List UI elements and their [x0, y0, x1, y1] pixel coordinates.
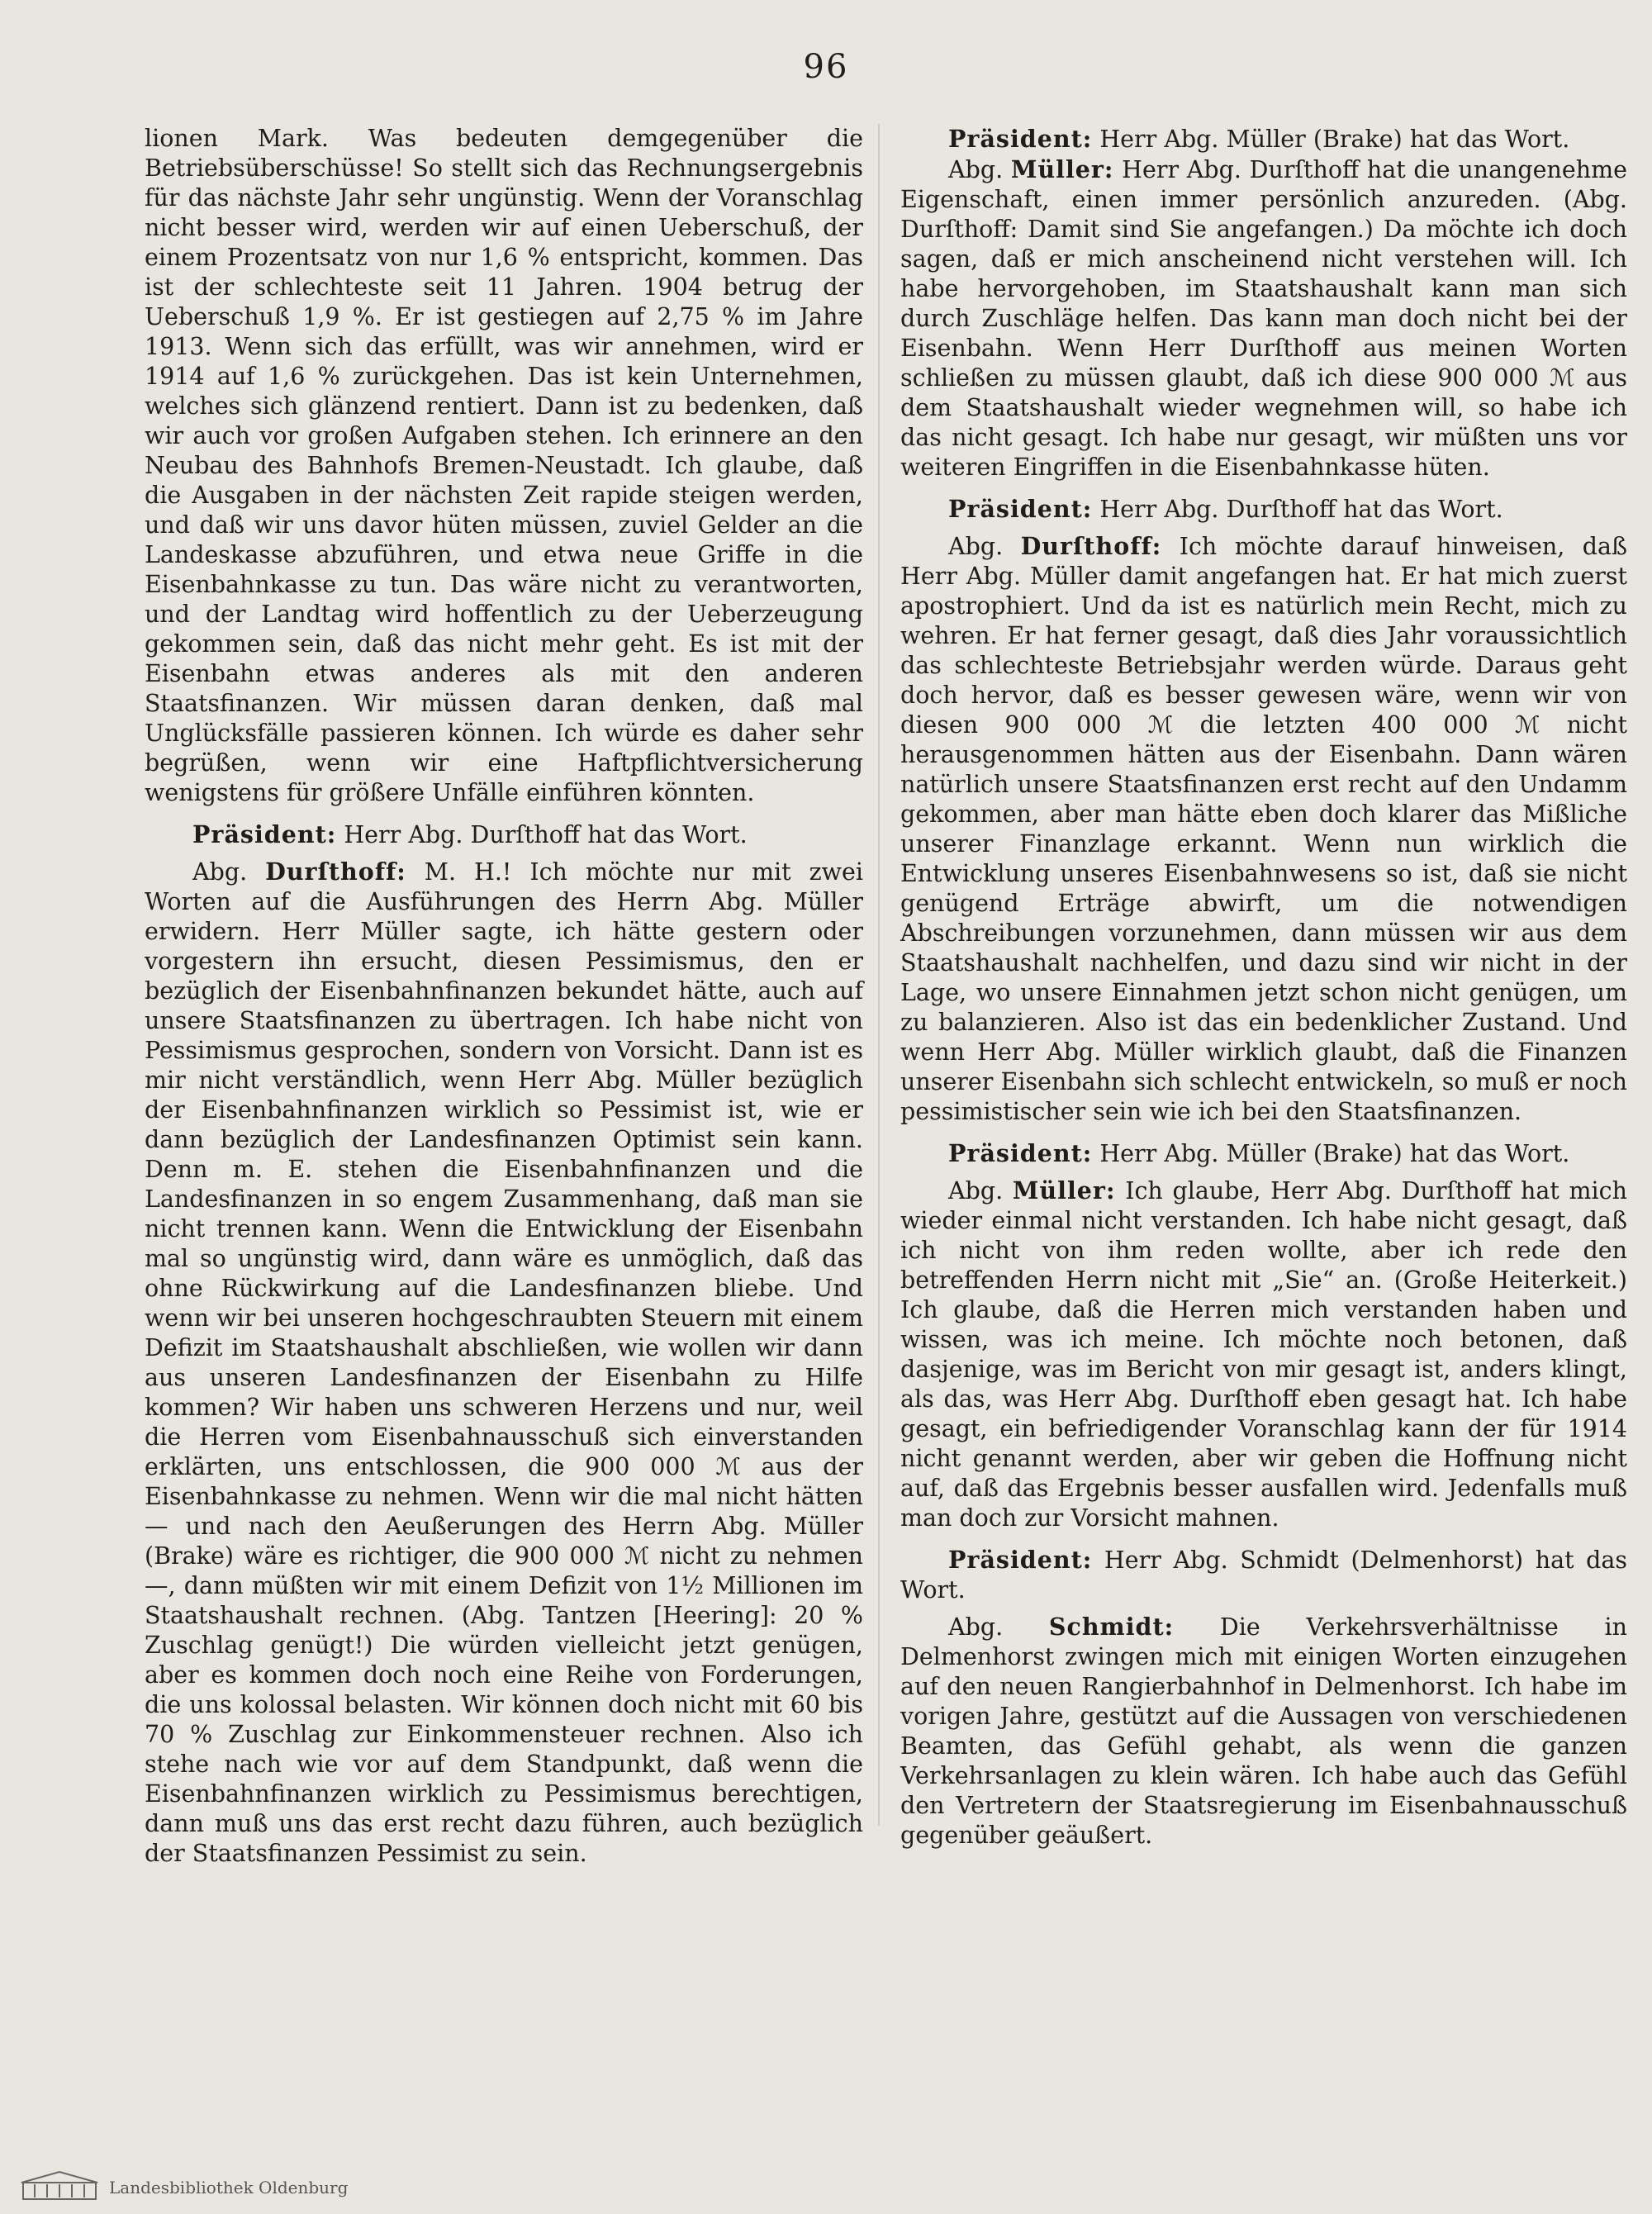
speaker-label: Präsident: — [948, 1139, 1093, 1167]
speech-paragraph — [145, 857, 863, 1869]
president-line — [900, 1545, 1627, 1605]
speech-paragraph — [900, 1176, 1627, 1533]
paragraph: lionen Mark. Was bedeuten demgegenüber die Betriebsüberschüsse! So stellt sich das Rechnungsergebnis für das nächste Jahr sehr ungünstig. Wenn der Voranschlag nicht besser wird, werden wir auf einen Ueberschuß, der einem Prozentsatz von nur 1,6 % entspricht, kommen. Das ist der schlechteste seit 11 Jahren. 1904 betrug der Ueberschuß 1,9 %. Er ist gestiegen auf 2,75 % im Jahre 1913. Wenn sich das erfüllt, was wir annehmen, wird er 1914 auf 1,6 % zurückgehen. Das ist kein Unternehmen, welches sich glänzend rentiert. Dann ist zu bedenken, daß wir auch vor großen Aufgaben stehen. Ich erinnere an den Neubau des Bahnhofs Bremen-Neustadt. Ich glaube, daß die Ausgaben in der nächsten Zeit rapide steigen werden, und daß wir uns davor hüten müssen, zuviel Gelder an die Landeskasse abzuführen, und etwa neue Griffe in die Eisenbahnkasse zu tun. Das wäre nicht zu verantworten, und der Landtag wird hoffentlich zu der Ueberzeugung gekommen sein, daß das nicht mehr geht. Es ist mit der Eisenbahn etwas anderes als mit den anderen Staatsfinanzen. Wir müssen daran denken, daß mal Unglücksfälle passieren können. Ich würde es daher sehr begrüßen, wenn wir eine Haftpflichtversicherung wenigstens für größere Unfälle einführen könnten. — [145, 125, 863, 806]
speaker-label: Präsident: — [192, 820, 337, 848]
speaker-label: Müller: — [1012, 1176, 1116, 1204]
speaker-prefix: Abg. — [192, 858, 248, 886]
speaker-prefix: Abg. — [948, 156, 1004, 183]
paragraph-text: Herr Abg. Durſthoff hat das Wort. — [1099, 496, 1503, 523]
speaker-prefix: Abg. — [948, 1613, 1004, 1641]
paragraph-text: Herr Abg. Müller (Brake) hat das Wort. — [1099, 1140, 1570, 1167]
paragraph-text: Herr Abg. Müller (Brake) hat das Wort. — [1099, 126, 1570, 153]
paragraph-text: Ich glaube, Herr Abg. Durſthoff hat mich wieder einmal nicht verstanden. Ich habe nicht gesagt, daß ich nicht von ihm reden wollte, aber ich rede den betreffenden Herrn nicht mit „Sie“ an. (Große Heiterkeit.) Ich glaube, daß die Herren mich verstanden haben und wissen, was ich meine. Ich möchte noch betonen, daß dasjenige, was im Bericht von mir gesagt ist, anders klingt, als das, was Herr Abg. Durſthoff eben gesagt hat. Ich habe gesagt, ein befriedigender Voranschlag kann der für 1914 nicht genannt werden, aber wir geben die Hoffnung nicht auf, daß das Ergebnis besser ausfallen wird. Jedenfalls muß man doch zur Vorsicht mahnen. — [900, 1177, 1627, 1532]
speaker-label: Präsident: — [948, 125, 1093, 153]
speech-paragraph — [900, 1612, 1627, 1851]
footer — [0, 2164, 1652, 2214]
column-divider — [878, 124, 880, 1826]
paragraph-text: Die Verkehrsverhältnisse in Delmenhorst zwingen mich mit einigen Worten einzugehen auf den neuen Rangierbahnhof in Delmenhorst. Ich habe im vorigen Jahre, gestützt auf die Aussagen von verschiedenen Beamten, das Gefühl gehabt, als wenn die ganzen Verkehrsanlagen zu klein wären. Ich habe auch das Gefühl den Vertretern der Staatsregierung im Eisenbahnausschuß gegenüber geäußert. — [900, 1613, 1627, 1849]
speaker-prefix: Abg. — [948, 533, 1004, 560]
speaker-label: Präsident: — [948, 495, 1093, 523]
speaker-prefix: Abg. — [948, 1177, 1004, 1204]
library-building-icon — [18, 2169, 101, 2202]
paragraph-text: Herr Abg. Durſthoff hat die unangenehme Eigenschaft, einen immer persönlich anzureden. (Abg. Durſthoff: Damit sind Sie angefangen.) Da möchte ich doch sagen, daß er mich anscheinend nicht verstehen will. Ich habe hervorgehoben, im Staatshaushalt kann man sich durch Zuschläge helfen. Das kann man doch nicht bei der Eisenbahn. Wenn Herr Durſthoff aus meinen Worten schließen zu müssen glaubt, daß ich diese 900 000 ℳ aus dem Staatshaushalt wieder wegnehmen will, so habe ich das nicht gesagt. Ich habe nur gesagt, wir müßten uns vor weiteren Eingriffen in die Eisenbahnkasse hüten. — [900, 156, 1627, 481]
president-line — [145, 820, 863, 850]
page-number: 96 — [803, 48, 849, 86]
speaker-label: Schmidt: — [1048, 1613, 1175, 1641]
paragraph-text: M. H.! Ich möchte nur mit zwei Worten auf die Ausführungen des Herrn Abg. Müller erwidern. Herr Müller sagte, ich hätte gestern oder vorgestern ihn ersucht, diesen Pessimismus, den er bezüglich der Eisenbahnfinanzen bekundet hätte, auch auf unsere Staatsfinanzen zu übertragen. Ich habe nicht von Pessimismus gesprochen, sondern von Vorsicht. Dann ist es mir nicht verständlich, wenn Herr Abg. Müller bezüglich der Eisenbahnfinanzen wirklich so Pessimist ist, wie er dann bezüglich der Landesfinanzen Optimist sein kann. Denn m. E. stehen die Eisenbahnfinanzen und die Landesfinanzen in so engem Zusammenhang, daß man sie nicht trennen kann. Wenn die Entwicklung der Eisenbahn mal so ungünstig wird, dann wäre es unmöglich, daß das ohne Rückwirkung auf die Landesfinanzen bliebe. Und wenn wir bei unseren hochgeschraubten Steuern mit einem Defizit im Staatshaushalt abschließen, wie wollen wir dann aus unseren Landesfinanzen der Eisenbahn zu Hilfe kommen? Wir haben uns schweren Herzens und nur, weil die Herren vom Eisenbahnausschuß sich einverstanden erklärten, uns entschlossen, die 900 000 ℳ aus der Eisenbahnkasse zu nehmen. Wenn wir die mal nicht hätten — und nach den Aeußerungen des Herrn Abg. Müller (Brake) wäre es richtiger, die 900 000 ℳ nicht zu nehmen —, dann müßten wir mit einem Defizit von 1½ Millionen im Staatshaushalt rechnen. (Abg. Tantzen [Heering]: 20 % Zuschlag genügt!) Die würden vielleicht jetzt genügen, aber es kommen doch noch eine Reihe von Forderungen, die uns kolossal belasten. Wir können doch nicht mit 60 bis 70 % Zuschlag zur Einkommensteuer rechnen. Also ich stehe nach wie vor auf dem Standpunkt, daß wenn die Eisenbahnfinanzen wirklich zu Pessimismus berechtigen, dann muß uns das erst recht dazu führen, auch bezüglich der Staatsfinanzen Pessimist zu sein. — [145, 858, 863, 1867]
speech-paragraph — [900, 154, 1627, 482]
speaker-label: Durſthoff: — [1020, 532, 1162, 560]
speaker-label: Müller: — [1010, 155, 1114, 183]
paragraph-text: Herr Abg. Durſthoff hat das Wort. — [344, 821, 748, 848]
paragraph-text: Herr Abg. Schmidt (Delmenhorst) hat das Wort. — [900, 1546, 1628, 1603]
right-column — [900, 124, 1627, 1851]
president-line — [900, 1138, 1627, 1169]
paragraph-text: Ich möchte darauf hinweisen, daß Herr Abg. Müller damit angefangen hat. Er hat mich zuerst apostrophiert. Und da ist es natürlich mein Recht, mich zu wehren. Er hat ferner gesagt, daß dies Jahr voraussichtlich das schlechteste Betriebsjahr werden würde. Daraus geht doch hervor, daß es besser gewesen wäre, wenn wir von diesen 900 000 ℳ die letzten 400 000 ℳ nicht herausgenommen hätten aus der Eisenbahn. Dann wären natürlich unsere Staatsfinanzen erst recht auf den Undamm gekommen, aber man hätte eben doch klarer das Mißliche unserer Finanzlage erkannt. Wenn nun wirklich die Entwicklung unseres Eisenbahnwesens so ist, daß sie nicht genügend Erträge abwirft, um die notwendigen Abschreibungen vorzunehmen, dann müssen wir aus dem Staatshaushalt nachhelfen, und dazu sind wir nicht in der Lage, wo unsere Einnahmen jetzt schon nicht genügen, um zu balanzieren. Also ist das ein bedenklicher Zustand. Und wenn Herr Abg. Müller wirklich glaubt, daß die Finanzen unserer Eisenbahn sich schlecht entwickeln, so muß er noch pessimistischer sein wie ich bei den Staatsfinanzen. — [900, 533, 1628, 1125]
speaker-label: Präsident: — [948, 1546, 1093, 1574]
president-line — [900, 494, 1627, 525]
president-line — [900, 124, 1627, 154]
library-name: Landesbibliothek Oldenburg — [109, 2178, 349, 2197]
speech-paragraph — [900, 531, 1627, 1127]
speaker-label: Durſthoff: — [265, 858, 406, 886]
left-column — [145, 124, 863, 1869]
